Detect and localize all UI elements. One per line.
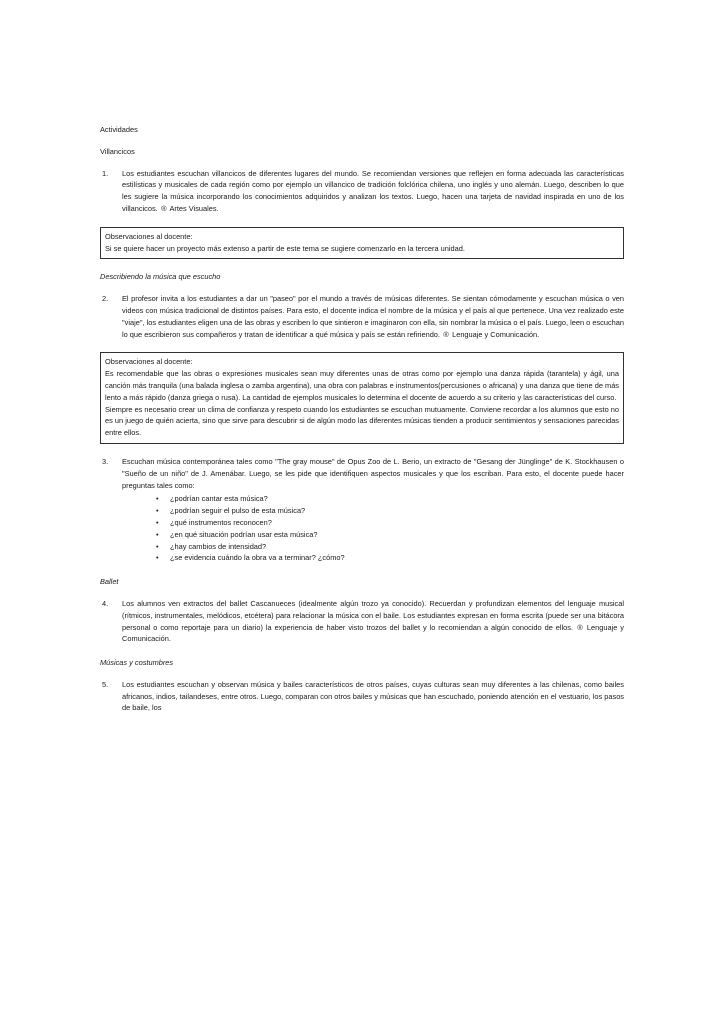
section-title-musicas: Músicas y costumbres	[100, 658, 174, 668]
activity-text	[122, 598, 624, 645]
question-item: • ¿en qué situación podrían usar esta música?	[156, 529, 624, 541]
reference-icon: ®	[443, 329, 449, 339]
activity-number: 2.	[102, 294, 109, 304]
section-title-describiendo: Describiendo la música que escucho	[100, 272, 221, 282]
activity-body: Los alumnos ven extractos del ballet Cascanueces (idealmente algún trozo ya conocido). Recuerdan y profundizan elementos del lenguaje musical (rítmicos, instrumentales, melódicos, etcétera) para relacionar la música con el baile. Los estudiantes expresan en forma escrita (puede ser una bitácora personal o como reportaje para un diario) la experiencia de haber visto trozos del ballet y lo recomiendan a algún conocido de ellos.	[122, 598, 624, 632]
activity-text	[122, 456, 624, 564]
activity-number: 1.	[102, 168, 109, 178]
subject-reference: Lenguaje y Comunicación.	[122, 622, 624, 644]
question-item: • ¿qué instrumentos reconocen?	[156, 517, 624, 529]
activity-body: Los estudiantes escuchan villancicos de diferentes lugares del mundo. Se recomiendan versiones que reflejen en forma adecuada las características estilísticas y musicales de cada región como por ejemplo un villancico de tradición folclórica chilena, uno inglés y uno alemán. Luego, describen lo que les sugiere la música incorporando los conocimientos adquiridos y analizan los textos. Luego, hacen una tarjeta de navidad inspirada en uno de los villancicos.	[122, 168, 624, 213]
section-title-ballet: Ballet	[100, 577, 119, 587]
subject-reference: Lenguaje y Comunicación.	[452, 329, 540, 339]
question-item: • ¿podrían seguir el pulso de esta música?	[156, 505, 624, 517]
teacher-observation-box	[100, 352, 624, 444]
activity-body: Los estudiantes escuchan y observan música y bailes característicos de otros países, cuyas culturas sean muy diferentes a las chilenas, como bailes africanos, indios, tailandeses, entre otros. Luego, comparan con otros bailes y músicas que han escuchado, poniendo atención en el vestuario, los pasos de baile, los	[122, 679, 624, 713]
activity-1	[100, 168, 624, 215]
observation-title: Observaciones al docente:	[105, 357, 193, 367]
teacher-observation-box	[100, 227, 624, 260]
question-item: • ¿podrían cantar esta música?	[156, 493, 624, 505]
question-item: • ¿se evidencia cuándo la obra va a terminar? ¿cómo?	[156, 552, 624, 564]
question-item: • ¿hay cambios de intensidad?	[156, 541, 624, 553]
observation-paragraph: Es recomendable que las obras o expresiones musicales sean muy diferentes unas de otras como por ejemplo una danza rápida (tarantela) y ágil, una canción más tranquila (una balada inglesa o zamba argentina), una obra con palabras e instrumentos(percusiones o africana) y una danza que tiene de más lento a más rápido (danza griega o rusa). La cantidad de ejemplos musicales lo determina el docente de acuerdo a su criterio y las características del curso.	[105, 369, 619, 402]
activity-5	[100, 679, 624, 714]
activity-4	[100, 598, 624, 645]
page-heading: Actividades	[100, 125, 138, 134]
activity-number: 5.	[102, 679, 109, 689]
activity-3	[100, 456, 624, 564]
activity-body: Escuchan música contemporánea tales como "The gray mouse" de Opus Zoo de L. Berio, un extracto de "Gesang der Jünglinge" de K. Stockhausen o "Sueño de un niño" de J. Amenábar. Luego, se les pide que identifiquen aspectos musicales y que los escriban. Para esto, el docente puede hacer preguntas tales como:	[122, 456, 624, 490]
activity-2	[100, 293, 624, 340]
activity-text	[122, 679, 624, 714]
question-list	[122, 493, 624, 564]
observation-paragraph: Siempre es necesario crear un clima de confianza y respeto cuando los estudiantes se escuchan mutuamente. Conviene recordar a los alumnos que esto no es un juego de quién acierta, sino que sirve para descubrir si de algún modo las diferentes músicas tienden a producir sentimientos y sensaciones parecidas entre ellos.	[105, 404, 619, 438]
reference-icon: ®	[577, 622, 583, 632]
section-title-villancicos: Villancicos	[100, 146, 135, 156]
activity-number: 3.	[102, 456, 109, 466]
observation-title: Observaciones al docente:	[105, 231, 193, 241]
activity-text	[122, 293, 624, 340]
activity-number: 4.	[102, 598, 109, 608]
subject-reference: Artes Visuales.	[169, 203, 219, 213]
activity-text	[122, 168, 624, 215]
reference-icon: ®	[161, 203, 167, 213]
activity-body: El profesor invita a los estudiantes a dar un "paseo" por el mundo a través de músicas diferentes. Se sientan cómodamente y escuchan música o ven videos con música tradicional de distintos países. Para esto, el docente indica el nombre de la música y el país al que pertenece. Una vez realizado este "viaje", los estudiantes eligen una de las obras y escriben lo que sintieron e imaginaron con ella, sin nombrar la música o el país. Luego, leen o escuchan lo que escribieron sus compañeros y tratan de identificar a qué música y país se están refiriendo.	[122, 294, 624, 339]
observation-text: Si se quiere hacer un proyecto más extenso a partir de este tema se sugiere comenzarlo en la tercera unidad.	[105, 243, 465, 253]
